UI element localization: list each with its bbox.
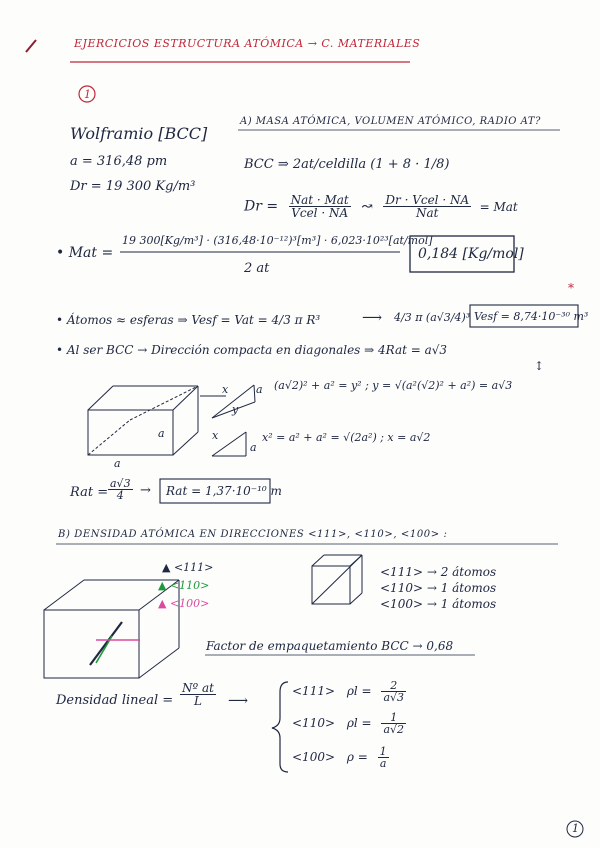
atom-count-110: <110> → 1 átomos	[380, 581, 497, 595]
atom-count-111: <111> → 2 átomos	[380, 565, 497, 579]
bcc-compact-line: • Al ser BCC → Dirección compacta en diagonales ⇒ 4Rat = a√3	[56, 343, 448, 357]
lattice-parameter: a = 316,48 pm	[70, 154, 168, 169]
spheres-arrow: ⟶	[362, 310, 383, 326]
result-100-dir: <100>	[292, 750, 336, 764]
rat-formula	[108, 478, 133, 501]
mat-denominator: 2 at	[244, 261, 270, 276]
triangle-label-x: x	[222, 383, 229, 396]
legend-100-label: <100>	[169, 597, 210, 610]
spheres-substitution: 4/3 π (a√3/4)³	[394, 311, 471, 324]
vesf-result: Vesf = 8,74·10⁻³⁰ m³	[474, 310, 589, 323]
dt-lhs: Dr =	[244, 198, 279, 215]
packing-factor: Factor de empaquetamiento BCC → 0,68	[206, 639, 454, 653]
result-111-dir: <111>	[292, 684, 336, 698]
result-111-den: a√3	[383, 691, 405, 704]
dt2-denominator: Nat	[416, 206, 439, 220]
result-100-fraction	[378, 746, 389, 769]
dt-fraction	[289, 194, 351, 219]
pythagoras-1: (a√2)² + a² = y² ; y = √(a²(√2)² + a²) = a√3	[274, 379, 513, 392]
part-b-heading: B) DENSIDAD ATÓMICA EN DIRECCIONES <111>, <110>, <100> :	[58, 529, 448, 540]
rat-arrow: →	[140, 483, 151, 498]
dt-arrow: ↝	[361, 198, 373, 215]
result-100-symbol: ρ =	[346, 750, 368, 764]
legend-110: ▲ <110>	[158, 579, 210, 592]
legend-111-label: <111>	[173, 561, 214, 574]
linear-density-denominator: L	[193, 694, 202, 708]
result-100-den: a	[379, 757, 387, 770]
result-row-100	[292, 746, 389, 769]
bcc-atoms-per-cell: BCC ⇒ 2at/celdilla (1 + 8 · 1/8)	[244, 157, 450, 172]
triangle-label-a: a	[256, 383, 263, 396]
legend-100: ▲ <100>	[158, 597, 210, 610]
margin-mark	[26, 40, 36, 52]
part-a-heading: A) MASA ATÓMICA, VOLUMEN ATÓMICO, RADIO AT?	[240, 116, 541, 127]
legend-110-label: <110>	[169, 579, 210, 592]
dt-formula	[244, 194, 518, 219]
cube-drawing-b-large	[44, 580, 179, 678]
triangle2-label-a: a	[250, 441, 257, 454]
result-111-num: 2	[381, 680, 406, 692]
atom-count-100: <100> → 1 átomos	[380, 597, 497, 611]
mat-result: 0,184 [Kg/mol]	[418, 246, 524, 262]
linear-density-numerator: Nº at	[182, 681, 214, 695]
result-row-111	[292, 680, 406, 703]
dt-numerator: Nat · Mat	[290, 193, 349, 207]
linear-density-label: Densidad lineal =	[56, 693, 174, 708]
result-110-fraction	[381, 712, 406, 735]
linear-density-fraction	[180, 682, 216, 707]
result-row-110	[292, 712, 406, 735]
mat-numerator: 19 300[Kg/m³] · (316,48·10⁻¹²)³[m³] · 6,023·10²³[at/mol]	[122, 234, 433, 247]
cube-label-a-bottom: a	[114, 457, 121, 470]
triangle-label-y: y	[232, 403, 239, 416]
page-title: EJERCICIOS ESTRUCTURA ATÓMICA → C. MATERIALES	[74, 37, 421, 50]
dt-denominator: Vcel · NA	[291, 206, 349, 220]
result-100-num: 1	[379, 745, 387, 758]
linear-density-arrow: ⟶	[228, 693, 249, 709]
result-110-dir: <110>	[292, 716, 336, 730]
cube-drawing-a	[88, 383, 229, 455]
legend-111: ▲ <111>	[162, 561, 214, 574]
dt2-rhs: = Mat	[479, 199, 518, 214]
pythagoras-2: x² = a² + a² = √(2a²) ; x = a√2	[262, 431, 431, 444]
spheres-line: • Átomos ≈ esferas ⇒ Vesf = Vat = 4/3 π R³	[56, 313, 321, 327]
rat-formula-numerator: a√3	[110, 477, 131, 490]
result-110-den: a√2	[383, 723, 405, 736]
result-110-num: 1	[381, 712, 406, 724]
results-brace	[272, 682, 288, 772]
double-arrow: ↕	[534, 359, 545, 373]
result-110-symbol: ρl =	[346, 716, 372, 730]
rat-result: Rat = 1,37·10⁻¹⁰ m	[166, 484, 282, 498]
cube-label-a: a	[158, 427, 165, 440]
result-111-symbol: ρl =	[346, 684, 372, 698]
rat-label: Rat =	[70, 485, 109, 500]
dt2-fraction	[383, 194, 471, 219]
mat-label: • Mat =	[56, 245, 114, 261]
result-111-fraction	[381, 680, 406, 703]
rat-formula-denominator: 4	[116, 489, 124, 502]
density-value: Dr = 19 300 Kg/m³	[70, 179, 196, 194]
page-number: 1	[572, 822, 579, 835]
triangle2-label-x: x	[212, 429, 219, 442]
cube-drawing-b-small	[312, 555, 362, 604]
exercise-number: 1	[84, 88, 91, 101]
red-star-mark: *	[568, 281, 574, 295]
material-label: Wolframio [BCC]	[70, 124, 208, 143]
dt2-numerator: Dr · Vcel · NA	[385, 193, 470, 207]
